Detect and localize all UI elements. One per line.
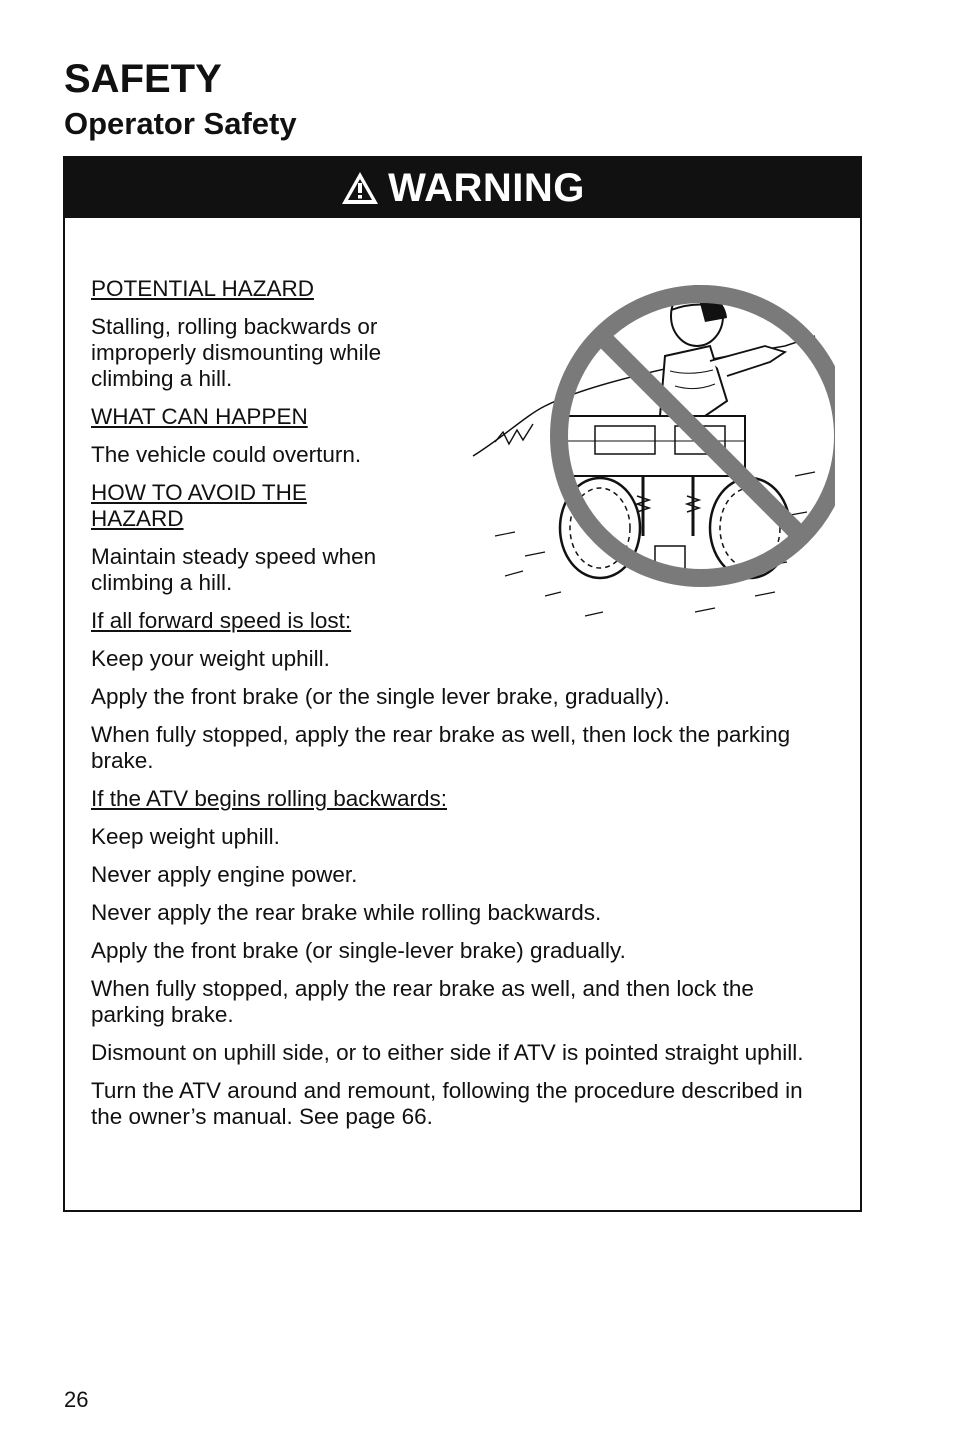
warning-triangle-icon [340,170,380,206]
rolling-back-step: Never apply the rear brake while rolling backwards. [91,900,602,925]
page-number: 26 [64,1387,89,1412]
warning-box [63,156,862,1212]
section-title: SAFETY [64,57,222,101]
rolling-back-step: When fully stopped, apply the rear brake as well, and then lock the parking brake. [91,976,754,1027]
speed-lost-step: When fully stopped, apply the rear brake as well, then lock the parking brake. [91,722,791,773]
rolling-back-step: Apply the front brake (or single-lever brake) gradually. [91,938,626,963]
rolling-back-step: Dismount on uphill side, or to either side if ATV is pointed straight uphill. [91,1040,804,1065]
rolling-back-step: Keep weight uphill. [91,824,280,849]
speed-lost-heading: If all forward speed is lost: [91,608,352,633]
what-can-happen-text: The vehicle could overturn. [91,442,362,467]
potential-hazard-heading: POTENTIAL HAZARD [91,276,314,301]
how-to-avoid-heading: HOW TO AVOID THE HAZARD [91,480,307,531]
how-to-avoid-text: Maintain steady speed when climbing a hill. [91,544,377,595]
rolling-back-step: Never apply engine power. [91,862,358,887]
speed-lost-step: Keep your weight uphill. [91,646,330,671]
subsection-title: Operator Safety [64,106,297,141]
speed-lost-step: Apply the front brake (or the single lever brake, gradually). [91,684,671,709]
warning-header [65,158,860,218]
rolling-back-heading: If the ATV begins rolling backwards: [91,786,448,811]
rolling-back-step: Turn the ATV around and remount, following the procedure described in the owner’s manual. See page 66. [91,1078,803,1129]
potential-hazard-text: Stalling, rolling backwards or improperly dismounting while climbing a hill. [91,314,382,391]
warning-content [91,276,831,1142]
what-can-happen-heading: WHAT CAN HAPPEN [91,404,308,429]
warning-label: WARNING [388,166,585,210]
